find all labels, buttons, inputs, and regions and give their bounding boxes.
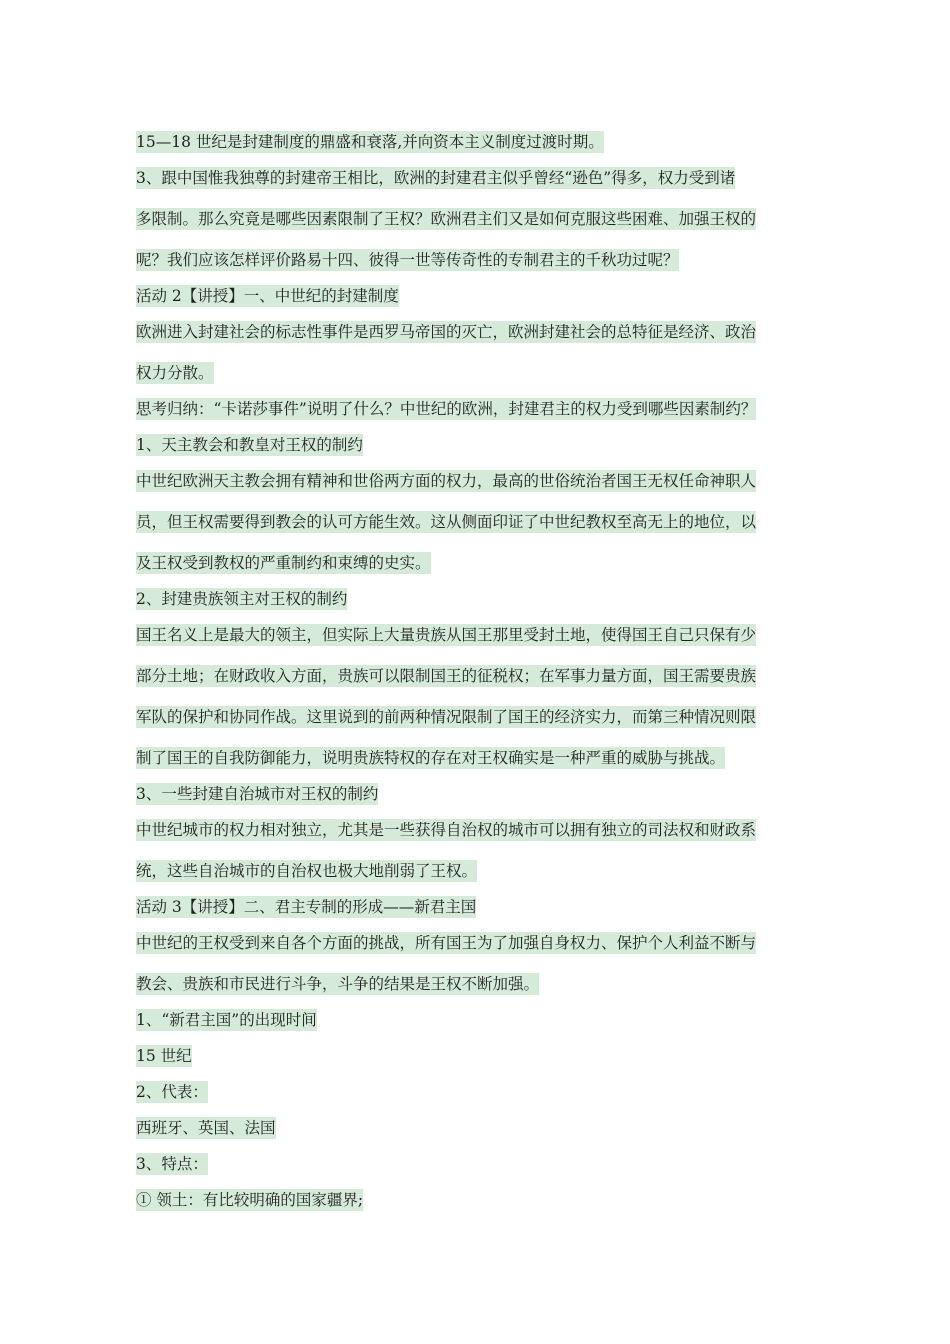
line-text: 欧洲进入封建社会的标志性事件是西罗马帝国的灭亡，欧洲封建社会的总特征是经济、政治 — [136, 323, 757, 341]
text-line — [136, 1110, 816, 1146]
subheading — [136, 581, 816, 617]
line-text: 1、“新君主国”的出现时间 — [136, 1011, 317, 1029]
line-text: 3、一些封建自治城市对王权的制约 — [136, 785, 379, 803]
text-line — [136, 242, 816, 278]
line-text: ① 领土：有比较明确的国家疆界; — [136, 1191, 364, 1209]
line-text: 国王名义上是最大的领主，但实际上大量贵族从国王那里受封土地，使得国王自己只保有少 — [136, 626, 757, 644]
line-text: 制了国王的自我防御能力，说明贵族特权的存在对王权确实是一种严重的威胁与挑战。 — [136, 749, 726, 767]
text-line — [136, 925, 816, 966]
text-line — [136, 160, 816, 201]
line-text: 活动 3【讲授】二、君主专制的形成——新君主国 — [136, 898, 477, 916]
document-body — [136, 124, 816, 1218]
text-line — [136, 201, 816, 242]
text-line — [136, 812, 816, 853]
line-text: 3、跟中国惟我独尊的封建帝王相比，欧洲的封建君主似乎曾经“逊色”得多，权力受到诸 — [136, 169, 736, 187]
text-line — [136, 545, 816, 581]
text-line — [136, 463, 816, 504]
text-line — [136, 658, 816, 699]
line-text: 3、特点： — [136, 1155, 208, 1173]
subheading — [136, 1146, 816, 1182]
subheading — [136, 776, 816, 812]
text-line — [136, 853, 816, 889]
text-line — [136, 391, 816, 427]
text-line — [136, 966, 816, 1002]
line-text: 1、天主教会和教皇对王权的制约 — [136, 436, 363, 454]
text-line — [136, 740, 816, 776]
line-text: 教会、贵族和市民进行斗争，斗争的结果是王权不断加强。 — [136, 975, 540, 993]
line-text: 思考归纳：“卡诺莎事件”说明了什么？中世纪的欧洲，封建君主的权力受到哪些因素制约？ — [136, 400, 757, 418]
text-line — [136, 124, 816, 160]
section-heading — [136, 889, 816, 925]
line-text: 西班牙、英国、法国 — [136, 1119, 276, 1137]
line-text: 2、代表： — [136, 1083, 208, 1101]
line-text: 及王权受到教权的严重制约和束缚的史实。 — [136, 554, 431, 572]
text-line — [136, 617, 816, 658]
subheading — [136, 427, 816, 463]
text-line — [136, 355, 816, 391]
line-text: 统，这些自治城市的自治权也极大地削弱了王权。 — [136, 862, 478, 880]
line-text: 多限制。那么究竟是哪些因素限制了王权？欧洲君主们又是如何克服这些困难、加强王权的 — [136, 210, 757, 228]
line-text: 15—18 世纪是封建制度的鼎盛和衰落,并向资本主义制度过渡时期。 — [136, 133, 604, 151]
line-text: 中世纪城市的权力相对独立，尤其是一些获得自治权的城市可以拥有独立的司法权和财政系 — [136, 821, 757, 839]
section-heading — [136, 278, 816, 314]
text-line — [136, 504, 816, 545]
line-text: 中世纪的王权受到来自各个方面的挑战，所有国王为了加强自身权力、保护个人利益不断与 — [136, 934, 757, 952]
line-text: 军队的保护和协同作战。这里说到的前两种情况限制了国王的经济实力，而第三种情况则限 — [136, 708, 757, 726]
line-text: 呢？我们应该怎样评价路易十四、彼得一世等传奇性的专制君主的千秋功过呢？ — [136, 251, 679, 269]
text-line — [136, 699, 816, 740]
line-text: 2、封建贵族领主对王权的制约 — [136, 590, 348, 608]
text-line — [136, 314, 816, 355]
line-text: 活动 2【讲授】一、中世纪的封建制度 — [136, 287, 399, 305]
subheading — [136, 1002, 816, 1038]
line-text: 15 世纪 — [136, 1047, 192, 1065]
subheading — [136, 1074, 816, 1110]
line-text: 中世纪欧洲天主教会拥有精神和世俗两方面的权力，最高的世俗统治者国王无权任命神职人 — [136, 472, 757, 490]
text-line — [136, 1038, 816, 1074]
line-text: 部分土地；在财政收入方面，贵族可以限制国王的征税权；在军事力量方面，国王需要贵族 — [136, 667, 757, 685]
line-text: 权力分散。 — [136, 364, 214, 382]
list-item — [136, 1182, 816, 1218]
line-text: 员，但王权需要得到教会的认可方能生效。这从侧面印证了中世纪教权至高无上的地位，以 — [136, 513, 757, 531]
